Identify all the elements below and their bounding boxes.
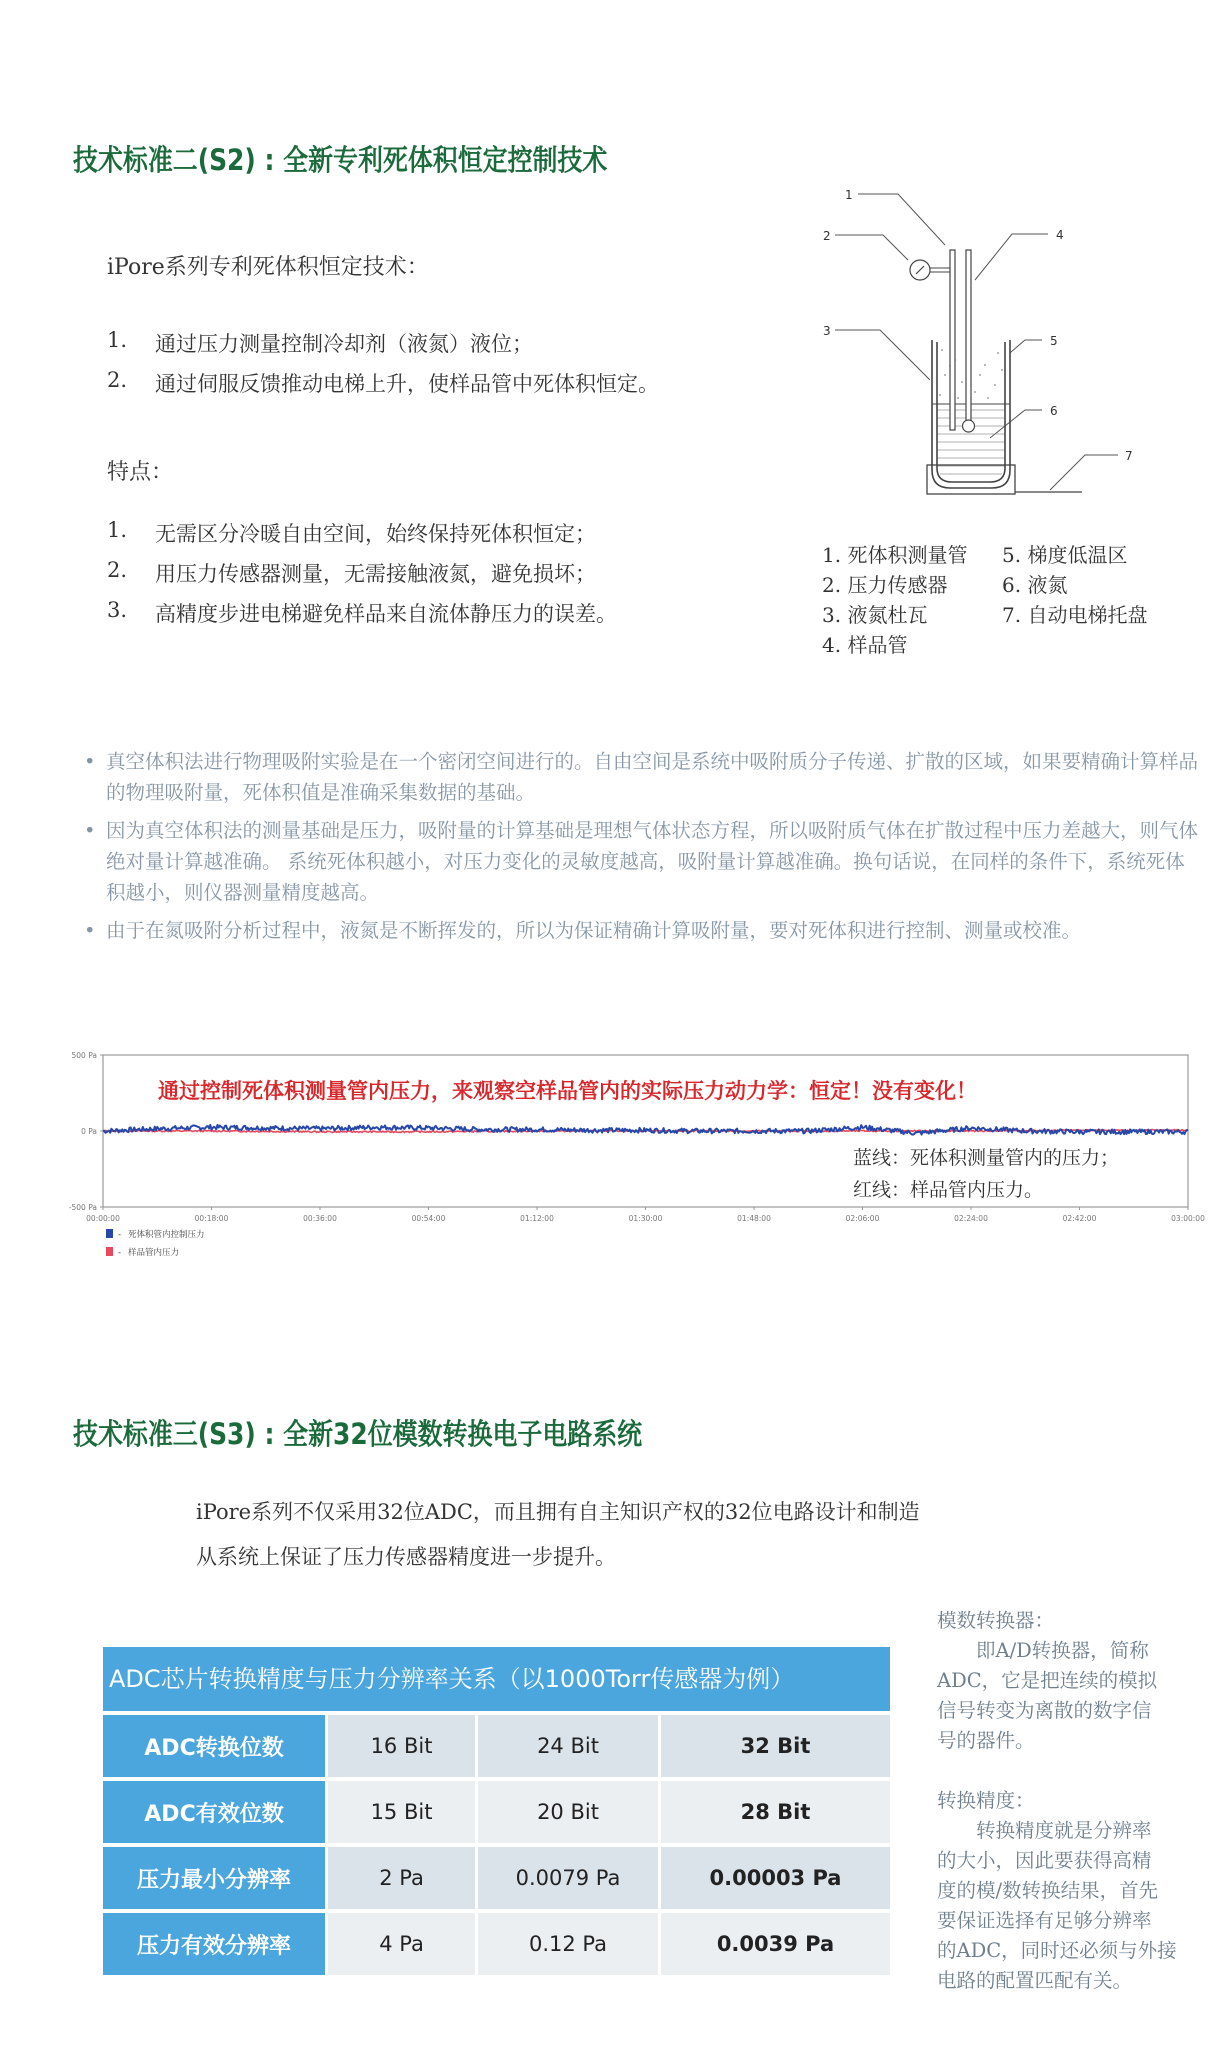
- legend-label: 样品管内压力: [128, 1248, 180, 1258]
- legend-item: 7. 自动电梯托盘: [1002, 603, 1148, 627]
- x-tick-label: 00:36:00: [303, 1214, 337, 1223]
- bullet-dot-icon: •: [84, 919, 96, 942]
- callout-5: 5: [1050, 334, 1058, 348]
- feature-text: 无需区分冷暖自由空间，始终保持死体积恒定；: [155, 522, 596, 546]
- s2-steps: [107, 328, 659, 408]
- step-number: 2.: [107, 368, 128, 392]
- legend-item: 3. 液氮杜瓦: [822, 603, 928, 627]
- sample-bulb: [963, 420, 975, 432]
- row-label: ADC有效位数: [103, 1781, 325, 1843]
- row-value: 2 Pa: [328, 1847, 475, 1909]
- legend-item: 5. 梯度低温区: [1002, 543, 1128, 567]
- feature-item: [107, 598, 617, 638]
- feature-number: 1.: [107, 518, 128, 542]
- callout-3: 3: [823, 324, 831, 338]
- row-value: 32 Bit: [661, 1715, 890, 1777]
- row-label: ADC转换位数: [103, 1715, 325, 1777]
- side-note-line: 电路的配置匹配有关。: [937, 1969, 1133, 1992]
- bullet-text: 因为真空体积法的测量基础是压力，吸附量的计算基础是理想气体状态方程，所以吸附质气体在扩散过程中压力差越大，则气体绝对量计算越准确。 系统死体积越小，对压力变化的灵敏度越高，吸附量计算越准确。换句话说，在同样的条件下，系统死体积越小，则仪器测量精度越高。: [106, 819, 1199, 904]
- row-value: 28 Bit: [661, 1781, 890, 1843]
- leader-line-1: [858, 194, 945, 245]
- legend-item: 6. 液氮: [1002, 573, 1068, 597]
- leader-line-4: [975, 234, 1048, 280]
- x-tick-label: 02:24:00: [954, 1214, 988, 1223]
- side-note-line: 模数转换器：: [937, 1609, 1055, 1632]
- legend-label: 死体积管内控制压力: [128, 1230, 205, 1240]
- s3-heading: 技术标准三(S3) : 全新32位模数转换电子电路系统: [73, 1417, 643, 1451]
- row-label: 压力有效分辨率: [103, 1913, 325, 1975]
- row-label: 压力最小分辨率: [103, 1847, 325, 1909]
- feature-text: 用压力传感器测量，无需接触液氮，避免损坏；: [155, 562, 596, 586]
- adc-table-row: [103, 1781, 890, 1843]
- chart-annotation-blue: 蓝线：死体积测量管内的压力；: [853, 1147, 1120, 1169]
- s3-paragraph-line: iPore系列不仅采用32位ADC，而且拥有自主知识产权的32位电路设计和制造: [196, 1500, 920, 1524]
- legend-swatch: [106, 1247, 113, 1256]
- side-note-line: 转换精度：: [937, 1789, 1035, 1812]
- row-value: 20 Bit: [478, 1781, 658, 1843]
- side-note-line: 的大小，因此要获得高精: [937, 1849, 1152, 1872]
- sample-tube: [966, 250, 971, 422]
- x-tick-label: 00:54:00: [411, 1214, 446, 1223]
- legend-item: 1. 死体积测量管: [822, 543, 968, 567]
- adc-table-title: ADC芯片转换精度与压力分辨率关系（以1000Torr传感器为例）: [103, 1647, 890, 1711]
- callout-4: 4: [1056, 228, 1064, 242]
- row-value: 0.0079 Pa: [478, 1847, 658, 1909]
- side-note-line: [937, 1756, 1177, 1786]
- s3-paragraph-line: 从系统上保证了压力传感器精度进一步提升。: [196, 1545, 616, 1569]
- s2-intro: iPore系列专利死体积恒定技术：: [107, 255, 429, 280]
- callout-2: 2: [823, 229, 831, 243]
- bullet-text: 由于在氮吸附分析过程中，液氮是不断挥发的，所以为保证精确计算吸附量，要对死体积进行控制、测量或校准。: [106, 919, 1082, 942]
- step-text: 通过压力测量控制冷却剂（液氮）液位；: [155, 332, 533, 356]
- callout-7: 7: [1125, 449, 1133, 463]
- adc-table-row: [103, 1847, 890, 1909]
- x-tick-label: 00:18:00: [194, 1214, 229, 1223]
- legend-swatch: [106, 1229, 113, 1238]
- row-value: 0.00003 Pa: [661, 1847, 890, 1909]
- step-number: 1.: [107, 328, 128, 352]
- feature-text: 高精度步进电梯避免样品来自流体静压力的误差。: [155, 602, 617, 626]
- adc-table: [103, 1647, 890, 1975]
- adc-side-notes: [937, 1606, 1177, 1996]
- side-note-line: 度的模/数转换结果，首先: [937, 1879, 1159, 1902]
- legend-item: 2. 压力传感器: [822, 573, 948, 597]
- feature-number: 2.: [107, 558, 128, 582]
- dead-volume-diagram: [780, 170, 1219, 510]
- adc-table-row: [103, 1913, 890, 1975]
- elevator-tray: [927, 465, 1015, 494]
- x-tick-label: 00:00:00: [86, 1214, 120, 1223]
- bullet-text: 真空体积法进行物理吸附实验是在一个密闭空间进行的。自由空间是系统中吸附质分子传递、扩散的区域，如果要精确计算样品的物理吸附量，死体积值是准确采集数据的基础。: [106, 750, 1199, 804]
- x-tick-label: 01:30:00: [628, 1214, 663, 1223]
- side-note-line: ADC，它是把连续的模拟: [937, 1669, 1158, 1692]
- s2-heading: 技术标准二(S2) : 全新专利死体积恒定控制技术: [73, 143, 608, 177]
- x-tick-label: 03:00:00: [1171, 1214, 1205, 1223]
- legend-item: 4. 样品管: [822, 633, 908, 657]
- chart-annotation-red: 红线：样品管内压力。: [853, 1179, 1044, 1201]
- bullet-dot-icon: •: [84, 819, 96, 842]
- side-note-line: 要保证选择有足够分辨率: [937, 1909, 1152, 1932]
- row-value: 4 Pa: [328, 1913, 475, 1975]
- row-value: 16 Bit: [328, 1715, 475, 1777]
- row-value: 0.0039 Pa: [661, 1913, 890, 1975]
- leader-line-7: [1050, 455, 1118, 490]
- callout-6: 6: [1050, 404, 1058, 418]
- step-item: [107, 328, 659, 368]
- chart-title: 通过控制死体积测量管内压力，来观察空样品管内的实际压力动力学：恒定！没有变化！: [158, 1079, 977, 1103]
- callout-1: 1: [845, 188, 853, 202]
- bullet-item: [84, 915, 1204, 946]
- x-tick-label: 01:12:00: [520, 1214, 554, 1223]
- row-value: 0.12 Pa: [478, 1913, 658, 1975]
- side-note-line: 信号转变为离散的数字信: [937, 1699, 1152, 1722]
- s2-features: [107, 518, 617, 638]
- bullet-dot-icon: •: [84, 750, 96, 773]
- legend-dash: -: [118, 1230, 122, 1240]
- bullet-item: [84, 815, 1204, 908]
- y-tick-label: -500 Pa: [68, 1203, 97, 1212]
- side-note-line: 号的器件。: [937, 1729, 1035, 1752]
- side-note-line: 的ADC，同时还必须与外接: [937, 1939, 1177, 1962]
- legend-dash: -: [118, 1248, 122, 1258]
- side-note-line: 即A/D转换器，简称: [937, 1639, 1149, 1662]
- step-item: [107, 368, 659, 408]
- feature-item: [107, 558, 617, 598]
- leader-line-2: [835, 235, 908, 260]
- feature-number: 3.: [107, 598, 128, 622]
- y-tick-label: 500 Pa: [71, 1051, 97, 1060]
- features-label: 特点：: [107, 460, 174, 485]
- dead-volume-tube: [950, 250, 955, 430]
- row-value: 15 Bit: [328, 1781, 475, 1843]
- x-tick-label: 02:42:00: [1062, 1214, 1097, 1223]
- feature-item: [107, 518, 617, 558]
- adc-table-row: [103, 1715, 890, 1777]
- bullet-item: [84, 746, 1204, 808]
- explanation-bullets: [84, 746, 1204, 953]
- y-tick-label: 0 Pa: [81, 1127, 97, 1136]
- row-value: 24 Bit: [478, 1715, 658, 1777]
- x-tick-label: 02:06:00: [845, 1214, 880, 1223]
- leader-line-3: [835, 330, 930, 380]
- x-tick-label: 01:48:00: [737, 1214, 771, 1223]
- side-note-line: 转换精度就是分辨率: [937, 1819, 1152, 1842]
- step-text: 通过伺服反馈推动电梯上升，使样品管中死体积恒定。: [155, 372, 659, 396]
